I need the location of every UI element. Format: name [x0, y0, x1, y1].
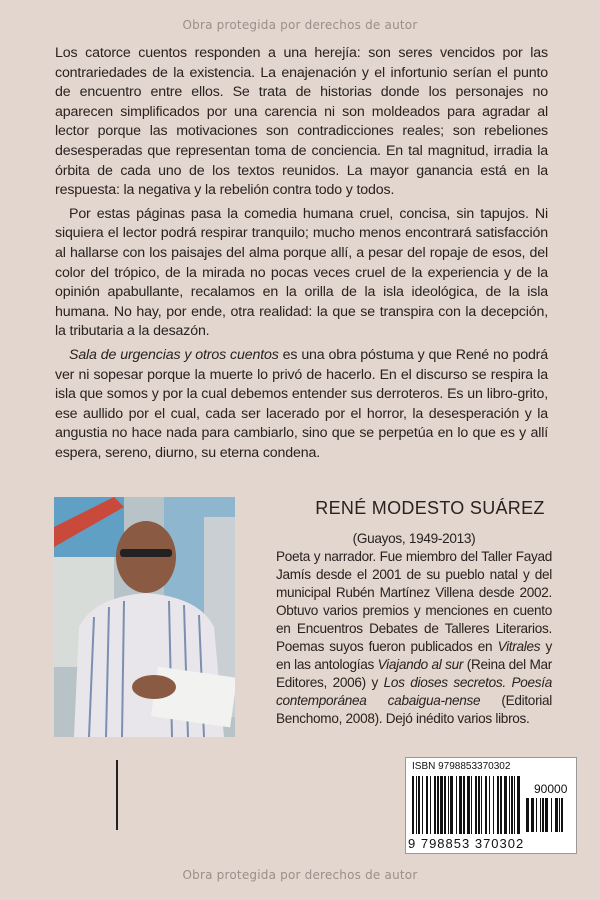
- barcode-bar: [500, 776, 502, 834]
- barcode-bar: [430, 776, 431, 834]
- barcode-bar: [456, 776, 457, 834]
- bio-work-vitrales: Vitrales: [497, 639, 541, 654]
- barcode-bar: [545, 798, 548, 832]
- barcode-bar: [448, 776, 449, 834]
- barcode-bar: [471, 776, 472, 834]
- barcode-bar: [426, 776, 428, 834]
- barcode-bar: [463, 776, 465, 834]
- barcode-bar: [531, 798, 534, 832]
- barcode-bar: [551, 798, 552, 832]
- barcode-bar: [412, 776, 414, 834]
- barcode-bar: [542, 798, 544, 832]
- author-photo: [54, 497, 235, 737]
- blurb-paragraph-2: Por estas páginas pasa la comedia humana cruel, concisa, sin tapujos. Ni siquiera el lector podrá respirar tranquilo; mucho menos encontrará satisfacción al hallarse con los paisajes del alma porque allí, a pesar del ropaje de esos, del color del trópico, de la mirada no pocas veces cruel de la experiencia y de la opinión apabullante, recalamos en la orilla de la isla ideológica, de la isla humana. No hay, por ende, otra realidad: la que se transpira con la decepción, la tributaria a la desazón.: [55, 205, 548, 340]
- barcode-bar: [511, 776, 513, 834]
- barcode-bar: [437, 776, 439, 834]
- barcode-bar: [561, 798, 563, 832]
- back-cover-blurb: [55, 44, 548, 467]
- barcode-addon-bars: [526, 798, 568, 832]
- barcode-bar: [450, 776, 453, 834]
- bio-text-a: Poeta y narrador. Fue miembro del Taller Fayad Jamís desde el 2001 de su pueblo natal y del municipal Rubén Martínez Villena desde 2002. Obtuvo varios premios y menciones en cuento en Encuentros Debates de Talleres Literarios. Poemas suyos fueron publicados en: [276, 549, 552, 654]
- barcode-bar: [504, 776, 507, 834]
- barcode-bar: [493, 776, 494, 834]
- author-name: RENÉ MODESTO SUÁREZ: [315, 498, 545, 518]
- barcode-bar: [416, 776, 417, 834]
- spine-line: [116, 760, 118, 830]
- barcode-bar: [459, 776, 462, 834]
- blurb-paragraph-3-text: es una obra póstuma y que René no podrá ver ni sopesar porque la muerte lo privó de hacerlo. En el discurso se respira la isla que somos y por la cual debemos entender sus derroteros. Es un libro-grito, ese aullido por el cual, cada ser lacerado por el horror, la desesperación y la angustia no hace nada para cambiarlo, sino que se perpetúa en lo que es y allí espera, sereno, diurno, su eterna condena.: [55, 346, 548, 461]
- barcode-digits: 9 798853 370302: [408, 836, 525, 851]
- barcode-bar: [536, 798, 537, 832]
- barcode-bar: [434, 776, 436, 834]
- barcode-bar: [440, 776, 443, 834]
- bio-text-c: (Reina del Mar Editores, 2006) y: [276, 657, 552, 690]
- barcode-bar: [418, 776, 420, 834]
- barcode-bars: [412, 776, 520, 834]
- barcode-bar: [475, 776, 477, 834]
- bio-text-d: (Editorial Benchomo, 2008). Dejó inédito varios libros.: [276, 693, 552, 726]
- barcode-bar: [509, 776, 510, 834]
- barcode-addon-price: 90000: [534, 782, 568, 796]
- bio-work-viajando: Viajando al sur: [377, 657, 464, 672]
- barcode-bar: [526, 798, 529, 832]
- copyright-watermark-top: Obra protegida por derechos de autor: [182, 18, 418, 32]
- barcode-bar: [422, 776, 423, 834]
- barcode-bar: [559, 798, 560, 832]
- barcode-bar: [555, 798, 558, 832]
- book-title: Sala de urgencias y otros cuentos: [69, 346, 279, 363]
- barcode-bar: [467, 776, 470, 834]
- barcode-bar: [514, 776, 515, 834]
- blurb-paragraph-1: Los catorce cuentos responden a una herejía: son seres vencidos por las contrariedades de la existencia. La enajenación y el infortunio serían el punto de encuentro entre ellos. Se trata de historias donde los personajes no aparecen simplificados por una carencia ni son moldeados para agradar al lector porque las motivaciones son contradicciones reales; son rebeliones desesperadas que representan toma de conciencia. En tal magnitud, irradia la órbita de cada uno de los textos reunidos. La mayor ganancia está en la respuesta: la negativa y la rebelión contra todo y todos.: [55, 45, 548, 199]
- isbn-label: ISBN 9798853370302: [412, 761, 511, 772]
- author-bio: [276, 530, 552, 728]
- author-dates: (Guayos, 1949-2013): [352, 531, 476, 546]
- copyright-watermark-bottom: Obra protegida por derechos de autor: [182, 868, 418, 882]
- barcode-bar: [485, 776, 487, 834]
- blurb-paragraph-3: [55, 346, 548, 464]
- bio-text-b: y en las antologías: [276, 639, 552, 672]
- barcode-bar: [517, 776, 520, 834]
- barcode-bar: [497, 776, 499, 834]
- barcode-bar: [489, 776, 490, 834]
- barcode-bar: [444, 776, 446, 834]
- bio-work-dioses: Los dioses secretos. Poesía contemporánea cabaigua-nense: [276, 675, 552, 708]
- barcode-bar: [540, 798, 541, 832]
- barcode-bar: [481, 776, 482, 834]
- isbn-barcode: [405, 757, 577, 854]
- barcode-bar: [478, 776, 480, 834]
